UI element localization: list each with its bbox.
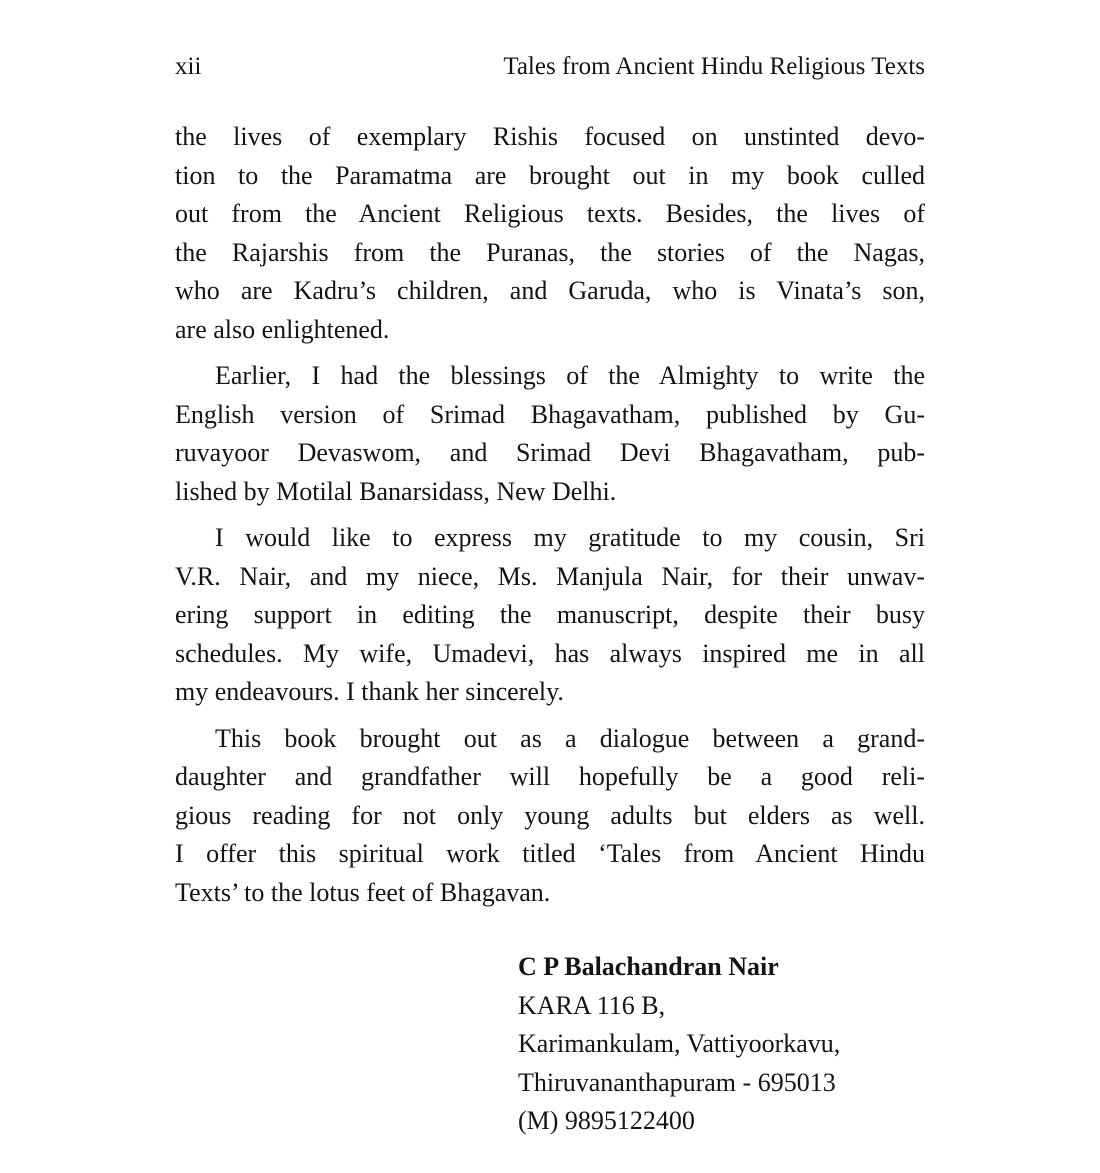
- paragraph-line: who are Kadru’s children, and Garuda, who is Vinata’s son,: [175, 276, 925, 305]
- phone-line: (M) 9895122400: [518, 1106, 695, 1135]
- address-line: KARA 116 B,: [518, 990, 666, 1020]
- author-signature-block: [518, 948, 925, 1141]
- paragraph-line: Texts’ to the lotus feet of Bhagavan.: [175, 877, 551, 907]
- paragraph: [175, 519, 925, 712]
- page-body: [175, 118, 925, 1141]
- paragraph-line: schedules. My wife, Umadevi, has always inspired me in all: [175, 638, 925, 668]
- paragraph-line: tion to the Paramatma are brought out in my book culled: [175, 160, 925, 190]
- paragraph: [175, 357, 925, 511]
- running-header: [175, 52, 925, 82]
- page-number: xii: [175, 53, 202, 80]
- paragraph-line: This book brought out as a dialogue between a grand-: [215, 723, 925, 753]
- address-line: Thiruvananthapuram - 695013: [518, 1067, 836, 1097]
- paragraph-line: V.R. Nair, and my niece, Ms. Manjula Nair, for their unwav-: [175, 561, 925, 591]
- address-line: Karimankulam, Vattiyoorkavu,: [518, 1029, 841, 1058]
- paragraph-line: the lives of exemplary Rishis focused on unstinted devo-: [175, 122, 925, 151]
- paragraph-line: I offer this spiritual work titled ‘Tales from Ancient Hindu: [175, 839, 925, 868]
- paragraph-line: out from the Ancient Religious texts. Besides, the lives of: [175, 199, 925, 228]
- paragraph-line: the Rajarshis from the Puranas, the stories of the Nagas,: [175, 237, 925, 267]
- paragraph-line: gious reading for not only young adults but elders as well.: [175, 800, 925, 830]
- running-title: Tales from Ancient Hindu Religious Texts: [503, 53, 925, 80]
- paragraph: [175, 720, 925, 913]
- paragraph: [175, 118, 925, 349]
- paragraph-line: ering support in editing the manuscript, despite their busy: [175, 600, 925, 629]
- paragraph-line: my endeavours. I thank her sincerely.: [175, 677, 564, 706]
- author-name: C P Balachandran Nair: [518, 952, 779, 981]
- paragraph-line: lished by Motilal Banarsidass, New Delhi.: [175, 476, 617, 506]
- paragraph-line: English version of Srimad Bhagavatham, published by Gu-: [175, 399, 925, 429]
- paragraph-line: are also enlightened.: [175, 314, 390, 344]
- paragraph-line: Earlier, I had the blessings of the Almighty to write the: [215, 361, 925, 390]
- paragraph-line: I would like to express my gratitude to my cousin, Sri: [215, 523, 925, 552]
- paragraph-line: ruvayoor Devaswom, and Srimad Devi Bhagavatham, pub-: [175, 438, 925, 467]
- paragraph-line: daughter and grandfather will hopefully be a good reli-: [175, 762, 925, 791]
